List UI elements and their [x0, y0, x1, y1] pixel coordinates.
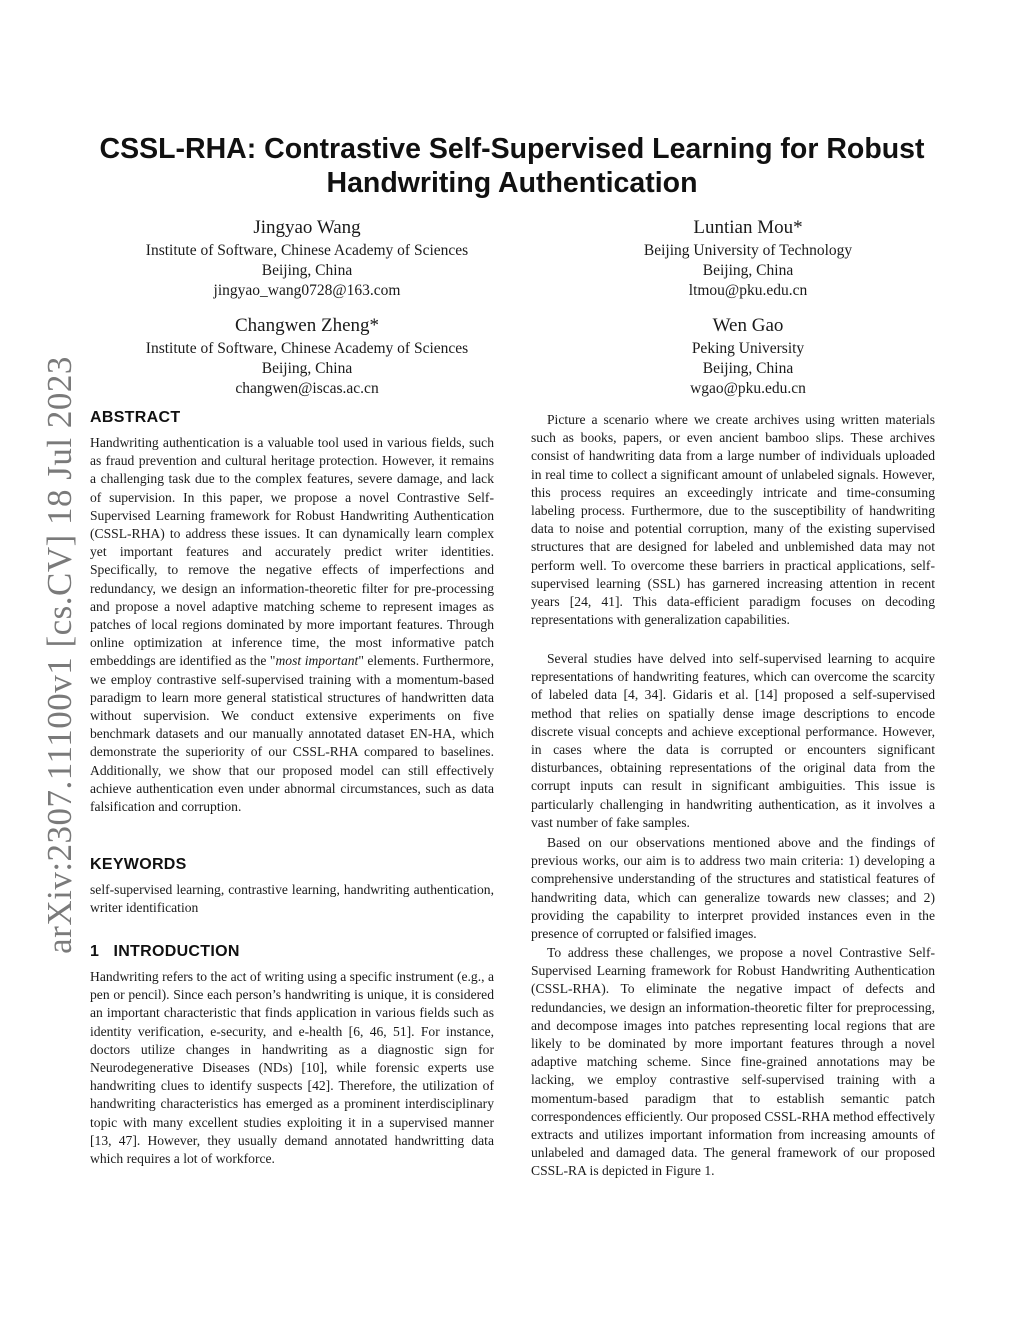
author-name: Changwen Zheng* [234, 315, 380, 336]
abstract-heading: ABSTRACT [90, 409, 181, 426]
section-title: INTRODUCTION [113, 943, 240, 960]
author-email: wgao@pku.edu.cn [690, 380, 806, 397]
right-paragraph-3: Based on our observations mentioned above and the findings of previous works, our aim is to address two main criteria: 1) developing a comprehensive understanding of the structures and statistical features of handwriting data, which can generalize towards new classes; and 2) providing the capability to interpret provided instances even in the presence of corrupted or falsified images. [531, 835, 935, 942]
keywords-text: self-supervised learning, contrastive learning, handwriting authentication, writer identification [90, 882, 494, 916]
author-affiliation: Beijing University of Technology [643, 242, 853, 259]
author-block-3 [112, 313, 502, 399]
author-affiliation: Institute of Software, Chinese Academy of Sciences [145, 340, 469, 357]
author-email: changwen@iscas.ac.cn [235, 380, 379, 397]
section-number: 1 [90, 943, 100, 960]
author-email: ltmou@pku.edu.cn [688, 282, 808, 299]
author-location: Beijing, China [702, 262, 794, 279]
keywords-heading: KEYWORDS [90, 856, 187, 873]
title-line-2: Handwriting Authentication [326, 167, 698, 199]
paper-title [60, 132, 964, 200]
author-block-4 [553, 313, 943, 399]
intro-paragraph-1: Handwriting refers to the act of writing using a specific instrument (e.g., a pen or pencil). Since each person’s handwriting is unique, it is considered an important characteristic that finds application in various fields such as identity verification, e-security, and e-health [6, 46, 51]. For instance, doctors utilize changes in handwriting as a diagnostic sign for Neurodegenerative Diseases (NDs) [10], while forensic experts use handwriting clues to identify suspects [42]. Therefore, the utilization of handwriting characteristics has emerged as a prominent interdisciplinary topic with many excellent studies exploiting it in a supervised manner [13, 47]. However, they usually demand annotated handwritting data which requires a lot of workforce. [90, 969, 494, 1167]
author-block-2 [553, 215, 943, 301]
author-affiliation: Institute of Software, Chinese Academy of Sciences [145, 242, 469, 259]
author-block-1 [112, 215, 502, 301]
right-paragraph-1: Picture a scenario where we create archives using written materials such as books, papers, or even ancient bamboo slips. These archives consist of handwriting data from a large number of individuals uploaded in real time to collect a significant amount of unlabeled signals. However, this process requires an exceedingly intricate and time-consuming labeling process. Furthermore, due to the susceptibility of handwriting data to noise and potential corruption, many of the existing supervised structures that are designed for labeled and unblemished data may not perform well. To overcome these barriers in practical applications, self-supervised learning (SSL) has garnered increasing attention in recent years [24, 41]. This data-efficient paradigm focuses on decoding representations with generalization capabilities. [531, 412, 935, 628]
author-name: Jingyao Wang [253, 217, 361, 238]
title-line-1: CSSL-RHA: Contrastive Self-Supervised Learning for Robust [99, 133, 925, 165]
author-location: Beijing, China [261, 360, 353, 377]
arxiv-identifier: arXiv:2307.11100v1 [cs.CV] 18 Jul 2023 [40, 356, 79, 954]
abstract-text: Handwriting authentication is a valuable tool used in various fields, such as fraud prevention and cultural heritage protection. However, it remains a challenging task due to the complex features, severe damage, and lack of supervision. In this paper, we propose a novel Contrastive Self-Supervised Learning framework for Robust Handwriting Authentication (CSSL-RHA) to address these issues. It can dynamically learn complex yet important features and accurately predict writer identities. Specifically, to remove the negative effects of imperfections and redundancy, we design an information-theoretic filter for pre-processing and propose a novel adaptive matching scheme to represent images as patches of local regions dominated by more important features. Through online optimization at inference time, the most informative patch embeddings are identified as the "most important" elements. Furthermore, we employ contrastive self-supervised training with a momentum-based paradigm to learn more general statistical structures of handwritten data without supervision. We conduct extensive experiments on five benchmark datasets and our manually annotated dataset EN-HA, which demonstrate the superiority of our CSSL-RHA compared to baselines. Additionally, we show that our proposed model can still effectively achieve authentication even under abnormal circumstances, such as data falsification and corruption. [90, 435, 494, 815]
right-paragraph-4: To address these challenges, we propose a novel Contrastive Self-Supervised Learning framework for Robust Handwriting Authentication (CSSL-RHA). To eliminate the negative impact of defects and redundancies, we design an information-theoretic filter for preprocessing, and decompose images into patches representing local regions that are likely to be dominated by more important features through a novel adaptive matching scheme. Since fine-grained annotations may be lacking, we employ contrastive self-supervised training with a momentum-based paradigm that to establish semantic patch correspondences efficiently. Our proposed CSSL-RHA method effectively extracts and utilizes important information from increasing amounts of unlabeled and damaged data. The general framework of our proposed CSSL-RA is depicted in Figure 1. [531, 945, 935, 1179]
introduction-heading [90, 943, 240, 961]
author-location: Beijing, China [702, 360, 794, 377]
right-paragraph-2: Several studies have delved into self-supervised learning to acquire representations of handwriting features, which can overcome the scarcity of labeled data [4, 34]. Gidaris et al. [14] proposed a self-supervised method that relies on spatially dense image descriptions to encode discrete visual concepts and achieve exceptional performance. However, in cases where the data is corrupted or encounters significant disturbances, obtaining representations of the original data from the corrupt inputs can result in significant ambiguities. This issue is particularly challenging in handwriting authentication, as it involves a vast number of fake samples. [531, 651, 935, 830]
abstract-emphasis: most important [275, 653, 359, 669]
author-name: Luntian Mou* [693, 217, 803, 238]
author-location: Beijing, China [261, 262, 353, 279]
author-email: jingyao_wang0728@163.com [213, 282, 401, 299]
author-affiliation: Peking University [691, 340, 805, 357]
author-name: Wen Gao [712, 315, 784, 336]
